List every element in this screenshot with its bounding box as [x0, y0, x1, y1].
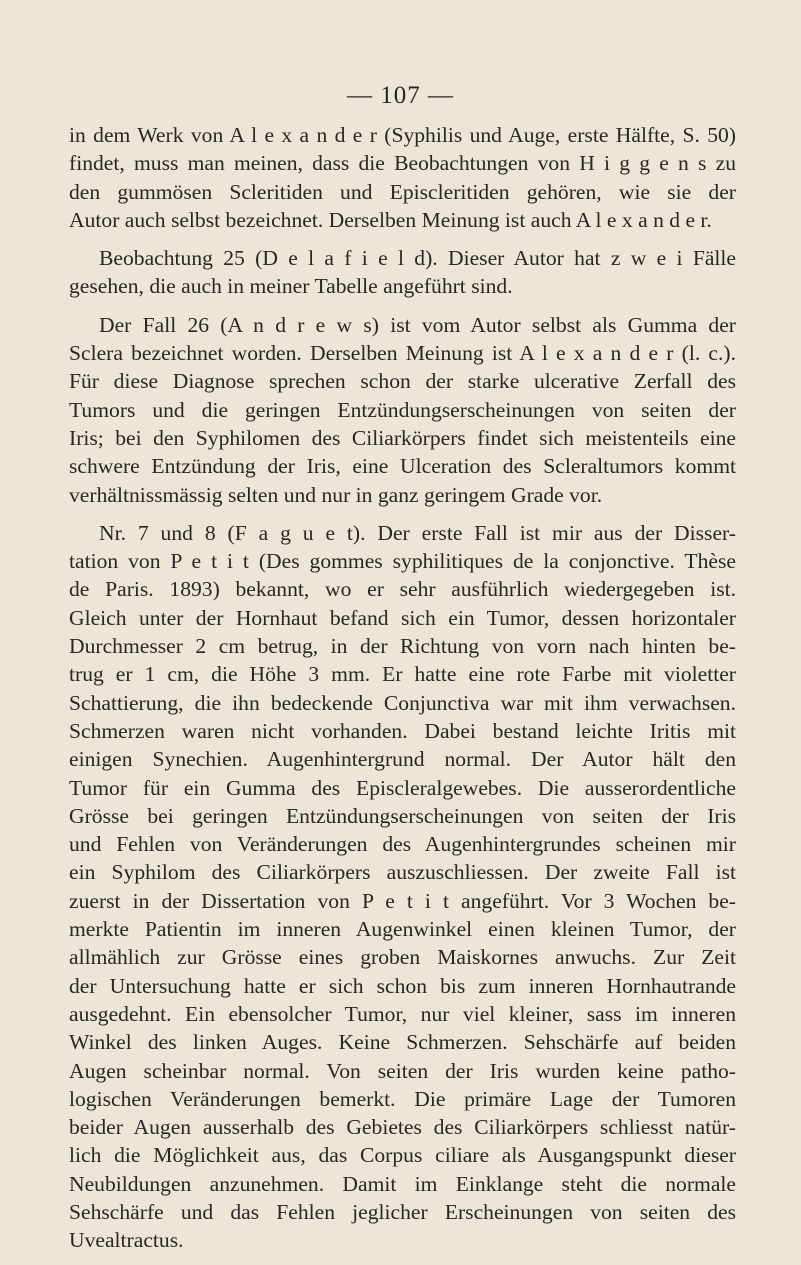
- text-line: logischen Veränderungen bemerkt. Die primäre Lage der Tumoren: [69, 1086, 736, 1111]
- text-line: Autor auch selbst bezeichnet. Derselben Meinung ist auch A l e x a n d e r.: [69, 207, 712, 232]
- text-line: Sehschärfe und das Fehlen jeglicher Erscheinungen von seiten des: [69, 1199, 736, 1224]
- text-line: tation von P e t i t (Des gommes syphilitiques de la conjonctive. Thèse: [69, 549, 736, 574]
- text-line: allmählich zur Grösse eines groben Maiskornes anwuchs. Zur Zeit: [69, 945, 736, 970]
- text-line: Beobachtung 25 (D e l a f i e l d). Dieser Autor hat z w e i Fälle: [99, 246, 736, 271]
- text-line: Grösse bei geringen Entzündungserscheinungen von seiten der Iris: [69, 803, 736, 828]
- text-line: Augen scheinbar normal. Von seiten der Iris wurden keine patho-: [69, 1058, 736, 1083]
- text-line: ausgedehnt. Ein ebensolcher Tumor, nur viel kleiner, sass im inneren: [69, 1001, 736, 1026]
- text-line: Schmerzen waren nicht vorhanden. Dabei bestand leichte Iritis mit: [69, 718, 736, 743]
- text-line: Sclera bezeichnet worden. Derselben Meinung ist A l e x a n d e r (l. c.).: [69, 341, 736, 366]
- paragraph: [69, 244, 736, 301]
- text-line: Für diese Diagnose sprechen schon der starke ulcerative Zerfall des: [69, 369, 736, 394]
- text-line: einigen Synechien. Augenhintergrund normal. Der Autor hält den: [69, 747, 736, 772]
- text-line: in dem Werk von A l e x a n d e r (Syphilis und Auge, erste Hälfte, S. 50): [69, 123, 736, 147]
- text-line: verhältnissmässig selten und nur in ganz geringem Grade vor.: [69, 482, 603, 507]
- text-line: Tumors und die geringen Entzündungserscheinungen von seiten der: [69, 397, 736, 422]
- text-line: Gleich unter der Hornhaut befand sich ein Tumor, dessen horizontaler: [69, 605, 736, 630]
- text-line: und Fehlen von Veränderungen des Augenhintergrundes scheinen mir: [69, 832, 736, 857]
- text-line: ein Syphilom des Ciliarkörpers auszuschliessen. Der zweite Fall ist: [69, 860, 736, 885]
- paragraph: [69, 121, 736, 234]
- text-line: Schattierung, die ihn bedeckende Conjunctiva war mit ihm verwachsen.: [69, 690, 736, 715]
- text-line: Durchmesser 2 cm betrug, in der Richtung von vorn nach hinten be-: [69, 634, 736, 659]
- text-line: merkte Patientin im inneren Augenwinkel einen kleinen Tumor, der: [69, 917, 736, 942]
- text-line: gesehen, die auch in meiner Tabelle angeführt sind.: [69, 274, 513, 299]
- paragraph: [69, 519, 736, 1255]
- text-line: zuerst in der Dissertation von P e t i t angeführt. Vor 3 Wochen be-: [69, 888, 736, 913]
- text-line: de Paris. 1893) bekannt, wo er sehr ausführlich wiedergegeben ist.: [69, 577, 736, 602]
- text-line: beider Augen ausserhalb des Gebietes des Ciliarkörpers schliesst natür-: [69, 1115, 736, 1140]
- text-line: trug er 1 cm, die Höhe 3 mm. Er hatte eine rote Farbe mit violetter: [69, 662, 736, 687]
- body-text: [69, 121, 736, 1265]
- text-line: den gummösen Scleritiden und Episcleritiden gehören, wie sie der: [69, 179, 736, 204]
- text-line: Der Fall 26 (A n d r e w s) ist vom Autor selbst als Gumma der: [99, 312, 736, 337]
- text-line: Winkel des linken Auges. Keine Schmerzen. Sehschärfe auf beiden: [69, 1030, 736, 1055]
- text-line: Neubildungen anzunehmen. Damit im Einklange steht die normale: [69, 1171, 736, 1196]
- text-line: Nr. 7 und 8 (F a g u e t). Der erste Fall ist mir aus der Disser-: [99, 520, 736, 545]
- text-line: Tumor für ein Gumma des Episcleralgewebes. Die ausserordentliche: [69, 775, 736, 800]
- text-line: Iris; bei den Syphilomen des Ciliarkörpers findet sich meistenteils eine: [69, 425, 736, 450]
- text-line: findet, muss man meinen, dass die Beobachtungen von H i g g e n s zu: [69, 151, 736, 176]
- text-line: schwere Entzündung der Iris, eine Ulceration des Scleraltumors kommt: [69, 454, 736, 479]
- text-line: Uvealtractus.: [69, 1228, 184, 1253]
- paragraph: [69, 311, 736, 509]
- text-line: lich die Möglichkeit aus, das Corpus ciliare als Ausgangspunkt dieser: [69, 1143, 736, 1168]
- text-line: der Untersuchung hatte er sich schon bis zum inneren Hornhautrande: [69, 973, 736, 998]
- page-number: — 107 —: [347, 82, 454, 109]
